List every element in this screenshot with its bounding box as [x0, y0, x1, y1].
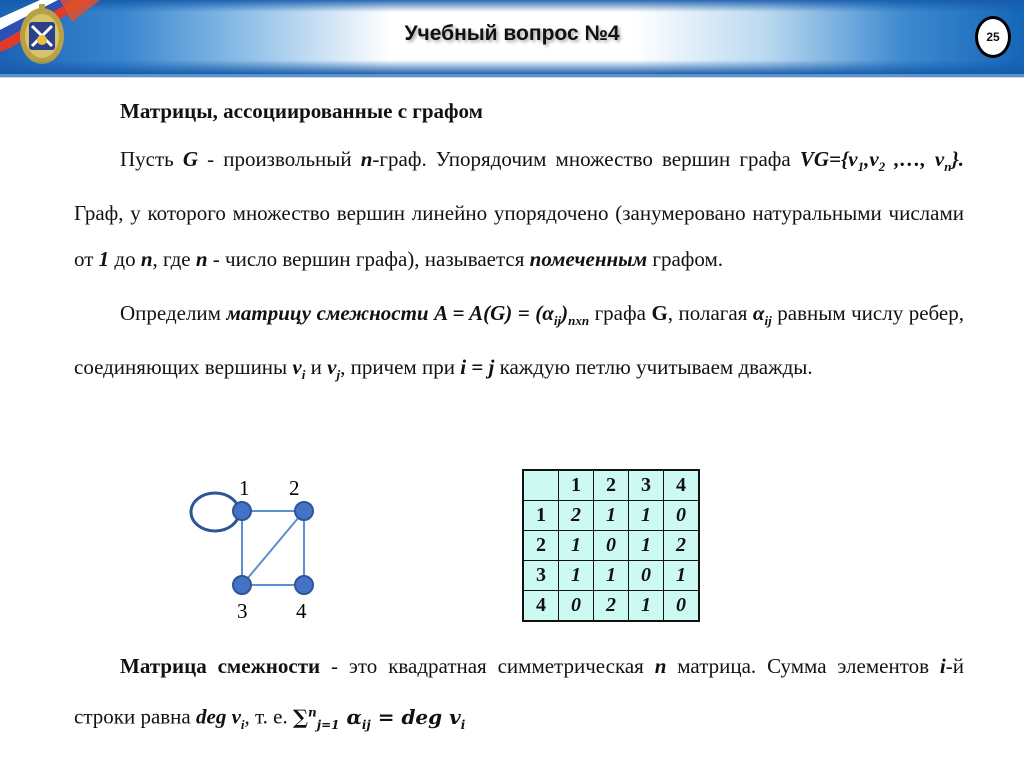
matrix-header-row — [523, 470, 699, 501]
matrix-cell: 0 — [629, 561, 664, 591]
matrix-cell: 1 — [594, 501, 629, 531]
matrix-row — [523, 531, 699, 561]
matrix-cell: 1 — [629, 501, 664, 531]
matrix-cell: 2 — [559, 501, 594, 531]
slide-title: Учебный вопрос №4 — [404, 22, 620, 45]
matrix-cell: 0 — [594, 531, 629, 561]
matrix-cell: 0 — [664, 591, 700, 622]
adjacency-matrix-table — [522, 469, 700, 622]
vertex-label-3: 3 — [237, 599, 248, 623]
slide-footer-text — [74, 643, 964, 748]
vertex-label-4: 4 — [296, 599, 307, 623]
matrix-cell: 0 — [559, 591, 594, 622]
matrix-cell: 2 — [594, 591, 629, 622]
vertex-2 — [295, 502, 313, 520]
matrix-corner-cell — [523, 470, 559, 501]
matrix-cell: 1 — [629, 591, 664, 622]
matrix-col-header: 3 — [629, 470, 664, 501]
matrix-row — [523, 591, 699, 622]
matrix-cell: 0 — [664, 501, 700, 531]
matrix-cell: 1 — [629, 531, 664, 561]
matrix-col-header: 1 — [559, 470, 594, 501]
matrix-row-header: 4 — [523, 591, 559, 622]
matrix-row-header: 1 — [523, 501, 559, 531]
matrix-cell: 1 — [664, 561, 700, 591]
matrix-cell: 1 — [559, 531, 594, 561]
page-number-badge: 25 — [975, 16, 1011, 58]
matrix-row-header: 2 — [523, 531, 559, 561]
paragraph-degree-property: Матрица смежности - это квадратная симметрическая n матрица. Сумма элементов i-й строки равна deg $v_i$, т. е. ∑$^n_{j=1}$ $\alpha_{ij}$ = deg $v_i$ — [74, 654, 964, 732]
slide-content — [74, 88, 964, 399]
vertex-1 — [233, 502, 251, 520]
graph-diagram — [185, 470, 325, 630]
matrix-row — [523, 561, 699, 591]
matrix-col-header: 2 — [594, 470, 629, 501]
matrix-cell: 1 — [594, 561, 629, 591]
sum-formula: ∑$^n_{j=1}$ $\alpha_{ij}$ = deg $v_i$ — [292, 704, 466, 732]
matrix-row — [523, 501, 699, 531]
matrix-cell: 1 — [559, 561, 594, 591]
paragraph-labeled-graph: Пусть G - произвольный n-граф. Упорядочим множество вершин графа $VG=\{v_1,v_2$ ,…, $v_n$}. Граф, у которого множество вершин линейно упорядочено (занумеровано натуральными числами от 1 до n, где n - число вершин графа), называется помеченным графом. — [74, 147, 964, 272]
vertex-label-1: 1 — [239, 476, 250, 500]
edge-2-3 — [242, 511, 304, 585]
paragraph-adjacency-definition: Определим матрицу смежности $A = A(G) = (\alpha_{ij})_{nxn}$ графа G, полагая $\alpha_{ij}$ равным числу ребер, соединяющих вершины $v_i$ и $v_j$, причем при i = j каждую петлю учитываем дважды. — [74, 301, 965, 383]
vertex-label-2: 2 — [289, 476, 300, 500]
section-heading: Матрицы, ассоциированные с графом — [120, 99, 483, 123]
loop-edge — [191, 493, 239, 531]
vertex-4 — [295, 576, 313, 594]
header-divider-light — [0, 77, 1024, 78]
matrix-row-header: 3 — [523, 561, 559, 591]
matrix-cell: 2 — [664, 531, 700, 561]
vertex-3 — [233, 576, 251, 594]
matrix-col-header: 4 — [664, 470, 700, 501]
slide-header — [0, 0, 1024, 74]
